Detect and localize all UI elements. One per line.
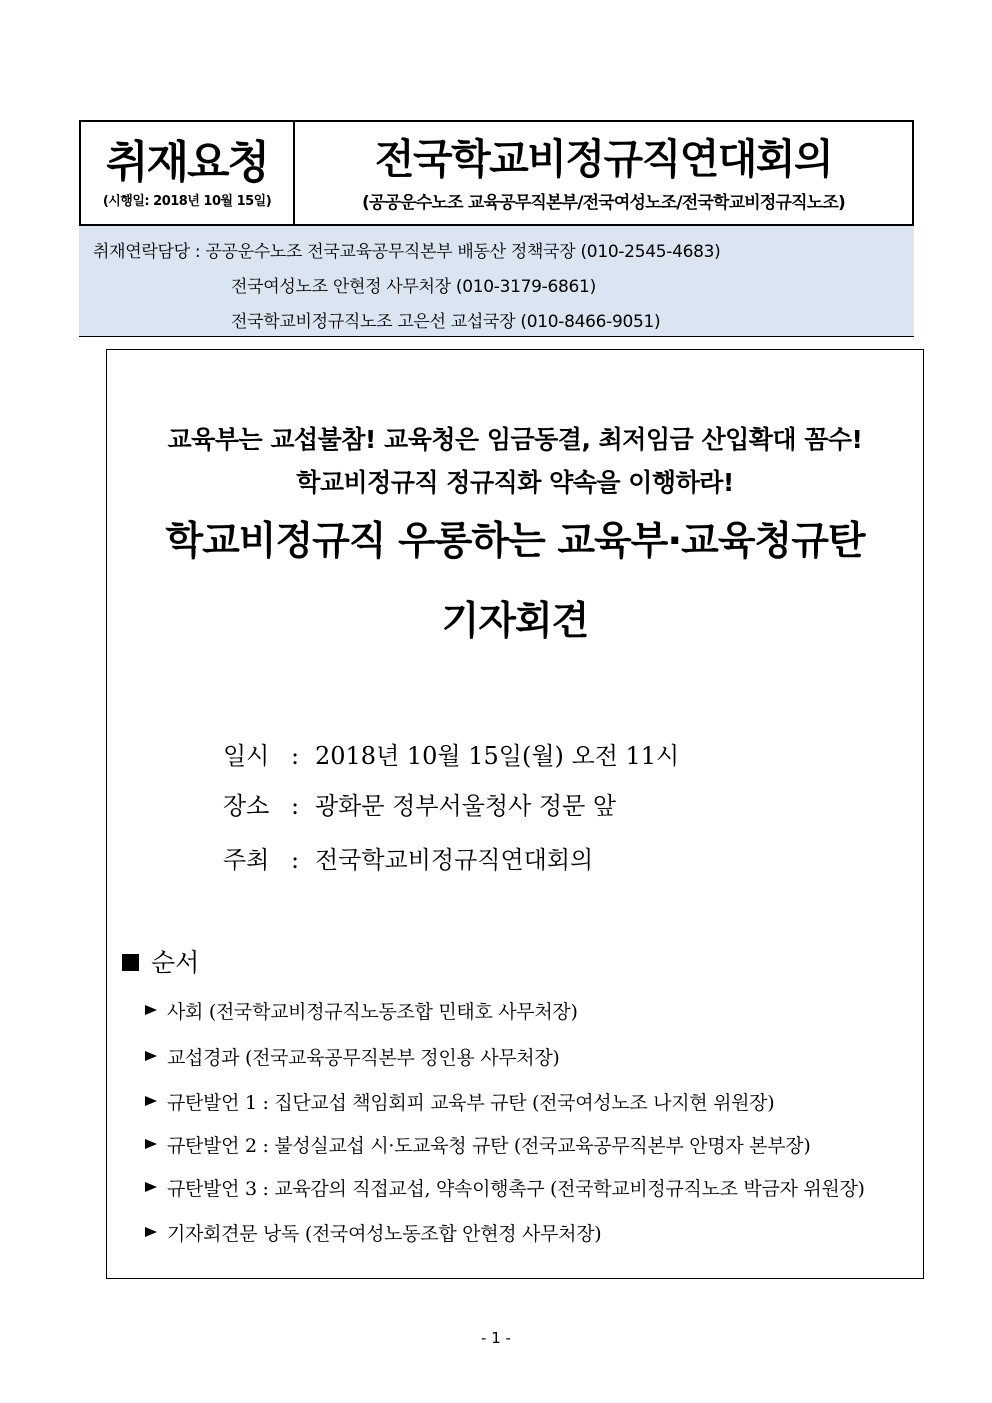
detail-place bbox=[223, 786, 616, 821]
detail-colon: : bbox=[291, 742, 300, 770]
contact-line-3: 전국학교비정규직노조 고은선 교섭국장 (010-8466-9051) bbox=[231, 312, 661, 332]
detail-label: 장소 bbox=[223, 792, 270, 820]
press-request-header bbox=[79, 120, 914, 226]
program-item-text: 사회 (전국학교비정규직노동조합 민태호 사무처장) bbox=[167, 1001, 578, 1023]
triangle-bullet-icon bbox=[145, 1005, 157, 1015]
event-title: 학교비정규직 우롱하는 교육부·교육청규탄 bbox=[165, 519, 865, 564]
program-item-text: 규탄발언 1 : 집단교섭 책임회피 교육부 규탄 (전국여성노조 나지현 위원장) bbox=[167, 1092, 775, 1114]
detail-host bbox=[223, 840, 593, 875]
program-item bbox=[145, 1043, 560, 1070]
headline-line-1: 교육부는 교섭불참! 교육청은 임금동결, 최저임금 산입확대 꼼수! bbox=[167, 425, 863, 454]
detail-label: 일시 bbox=[223, 742, 270, 770]
member-unions: (공공운수노조 교육공무직본부/전국여성노조/전국학교비정규직노조) bbox=[362, 192, 845, 213]
organization-cell bbox=[295, 122, 912, 224]
program-item-text: 교섭경과 (전국교육공무직본부 정인용 사무처장) bbox=[167, 1047, 560, 1069]
triangle-bullet-icon bbox=[145, 1051, 157, 1061]
page-number: - 1 - bbox=[481, 1329, 511, 1347]
program-item-text: 규탄발언 2 : 불성실교섭 시·도교육청 규탄 (전국교육공무직본부 안명자 본부장) bbox=[167, 1135, 811, 1157]
main-content-box bbox=[106, 349, 924, 1279]
request-label-cell bbox=[81, 122, 295, 224]
headline-line-2: 학교비정규직 정규직화 약속을 이행하라! bbox=[296, 468, 734, 497]
detail-colon: : bbox=[291, 792, 300, 820]
triangle-bullet-icon bbox=[145, 1096, 157, 1106]
program-item-text: 규탄발언 3 : 교육감의 직접교섭, 약속이행촉구 (전국학교비정규직노조 박금자 위원장) bbox=[167, 1178, 865, 1200]
program-item bbox=[145, 1174, 865, 1201]
triangle-bullet-icon bbox=[145, 1227, 157, 1237]
organization-name: 전국학교비정규직연대회의 bbox=[374, 134, 833, 183]
issue-date: (시행일: 2018년 10월 15일) bbox=[102, 193, 272, 209]
program-item bbox=[145, 1088, 774, 1115]
program-section-title bbox=[122, 943, 199, 979]
contact-line-1: 취재연락담당 : 공공운수노조 전국교육공무직본부 배동산 정책국장 (010-2545-4683) bbox=[93, 242, 721, 262]
triangle-bullet-icon bbox=[145, 1139, 157, 1149]
program-title: 순서 bbox=[151, 948, 200, 977]
contact-block bbox=[79, 226, 914, 337]
detail-value: 광화문 정부서울청사 정문 앞 bbox=[315, 792, 617, 820]
request-label: 취재요청 bbox=[105, 136, 268, 188]
event-title-2: 기자회견 bbox=[441, 599, 589, 644]
detail-date bbox=[223, 736, 679, 771]
detail-colon: : bbox=[291, 846, 300, 874]
square-bullet-icon bbox=[122, 954, 139, 971]
program-item bbox=[145, 997, 578, 1024]
detail-value: 전국학교비정규직연대회의 bbox=[315, 846, 594, 874]
program-item bbox=[145, 1219, 601, 1246]
program-item bbox=[145, 1131, 810, 1158]
triangle-bullet-icon bbox=[145, 1182, 157, 1192]
detail-label: 주최 bbox=[223, 846, 270, 874]
contact-line-2: 전국여성노조 안현정 사무처장 (010-3179-6861) bbox=[231, 277, 596, 297]
program-item-text: 기자회견문 낭독 (전국여성노동조합 안현정 사무처장) bbox=[167, 1223, 602, 1245]
detail-value: 2018년 10월 15일(월) 오전 11시 bbox=[315, 742, 680, 770]
